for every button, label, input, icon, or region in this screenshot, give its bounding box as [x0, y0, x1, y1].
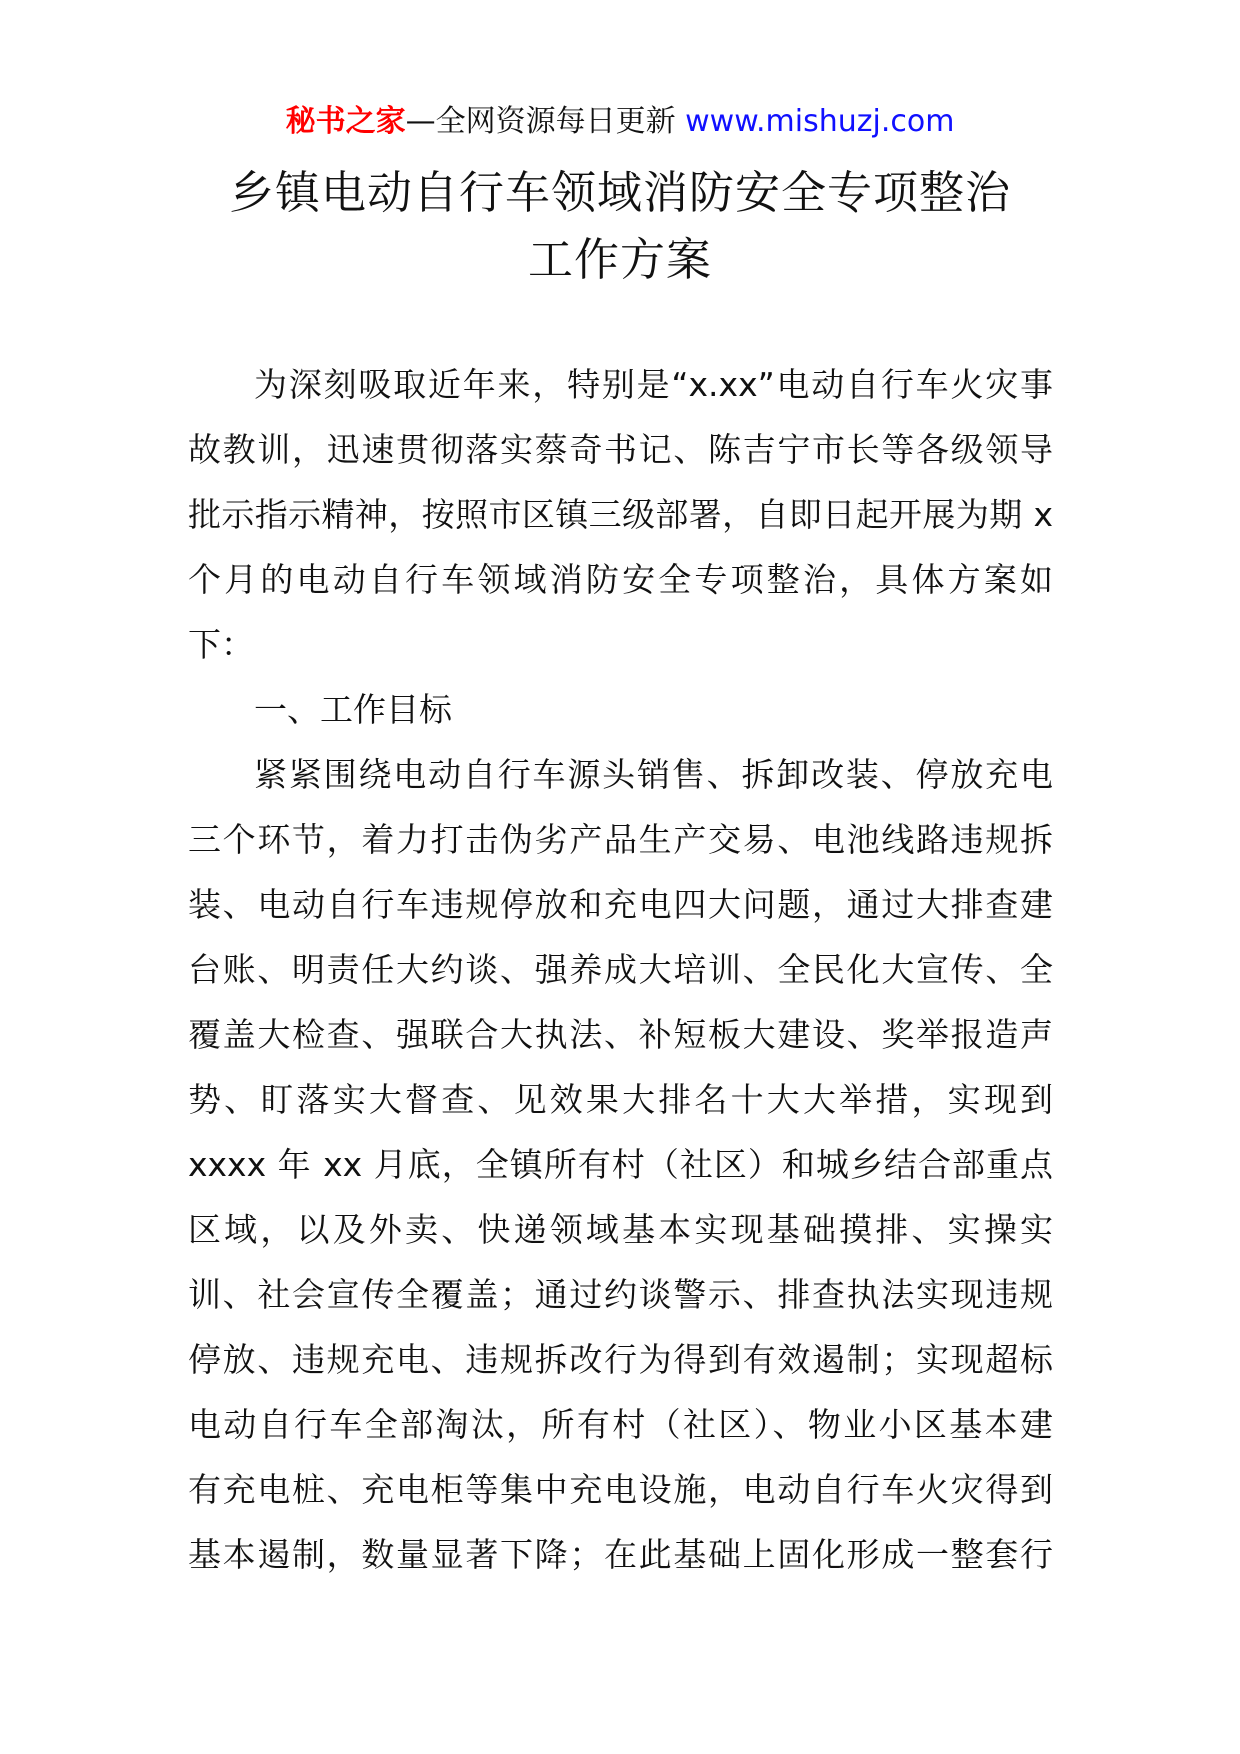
intro-line: 为深刻吸取近年来，特别是“x.xx”电动自行车火灾事 — [254, 365, 1053, 404]
goals-line: 基本遏制，数量显著下降；在此基础上固化形成一整套行 — [188, 1535, 1053, 1574]
goals-line: 停放、违规充电、违规拆改行为得到有效遏制；实现超标 — [188, 1340, 1053, 1379]
document-title-line-2: 工作方案 — [527, 233, 712, 286]
goals-line: 区域，以及外卖、快递领域基本实现基础摸排、实操实 — [188, 1210, 1053, 1249]
intro-line: 批示指示精神，按照市区镇三级部署，自即日起开展为期 x — [188, 495, 1053, 534]
site-header — [0, 100, 1240, 144]
goals-paragraph — [188, 742, 1053, 1587]
goals-line: 有充电桩、充电柜等集中充电设施，电动自行车火灾得到 — [188, 1470, 1053, 1509]
intro-paragraph — [188, 352, 1053, 677]
goals-line: 覆盖大检查、强联合大执法、补短板大建设、奖举报造声 — [188, 1015, 1053, 1054]
intro-line: 个月的电动自行车领域消防安全专项整治，具体方案如 — [188, 560, 1053, 599]
goals-line: 训、社会宣传全覆盖；通过约谈警示、排查执法实现违规 — [188, 1275, 1053, 1314]
intro-line: 下： — [188, 625, 254, 664]
goals-line: 装、电动自行车违规停放和充电四大问题，通过大排查建 — [188, 885, 1053, 924]
document-title-line-1: 乡镇电动自行车领域消防安全专项整治 — [228, 166, 1011, 219]
goals-line: 台账、明责任大约谈、强养成大培训、全民化大宣传、全 — [188, 950, 1053, 989]
site-brand: 秘书之家 — [285, 104, 406, 139]
section-heading-text: 一、工作目标 — [254, 690, 452, 729]
goals-line: 三个环节，着力打击伪劣产品生产交易、电池线路违规拆 — [188, 820, 1053, 859]
intro-line: 故教训，迅速贯彻落实蔡奇书记、陈吉宁市长等各级领导 — [188, 430, 1053, 469]
site-url-link[interactable]: www.mishuzj.com — [685, 104, 955, 139]
goals-line: 紧紧围绕电动自行车源头销售、拆卸改装、停放充电 — [254, 755, 1053, 794]
goals-line: 电动自行车全部淘汰，所有村（社区）、物业小区基本建 — [188, 1405, 1053, 1444]
site-slogan: —全网资源每日更新 — [405, 104, 676, 139]
section-heading — [188, 677, 1053, 742]
goals-line: 势、盯落实大督查、见效果大排名十大大举措，实现到 — [188, 1080, 1053, 1119]
goals-line: xxxx 年 xx 月底，全镇所有村（社区）和城乡结合部重点 — [188, 1145, 1053, 1184]
